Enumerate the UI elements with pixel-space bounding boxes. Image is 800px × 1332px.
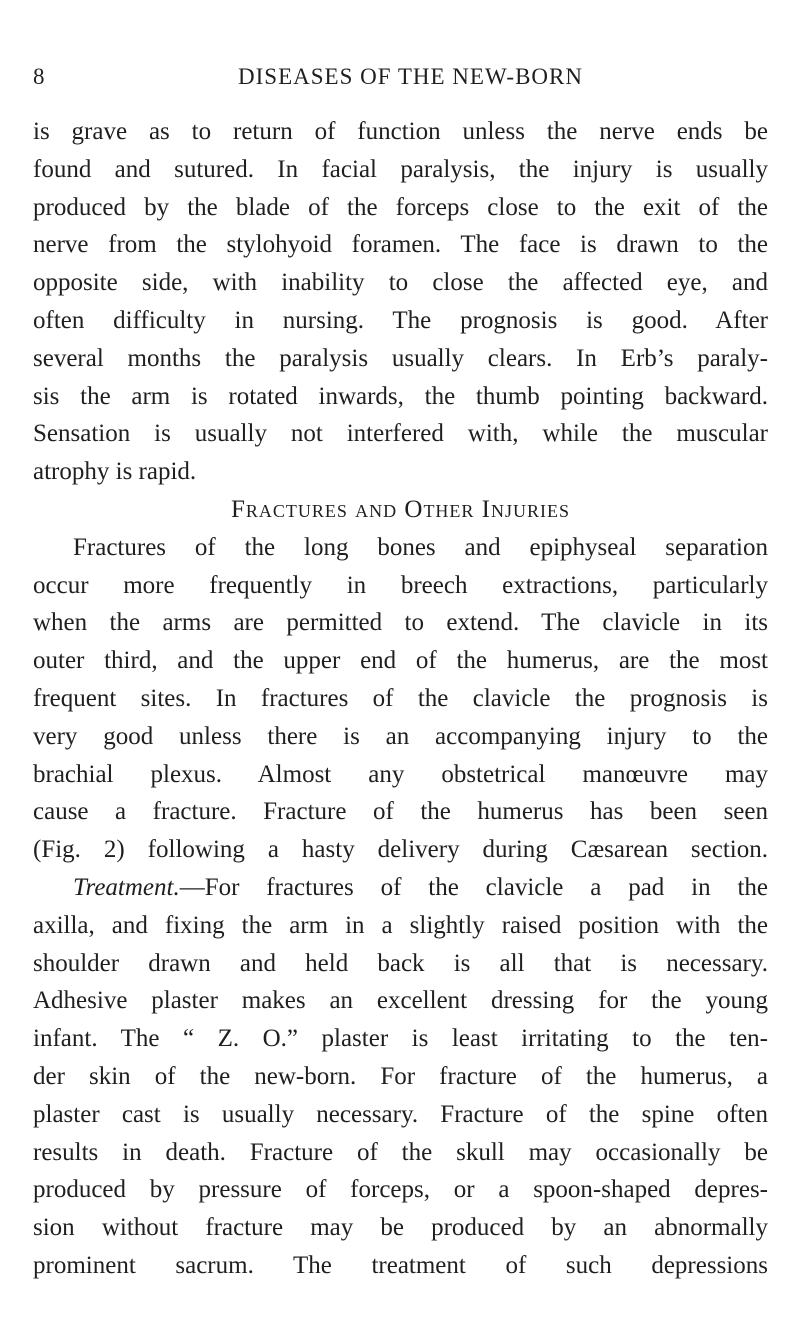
text-line: found and sutured. In facial paralysis, the injury is usually	[33, 155, 768, 183]
page-body	[33, 113, 768, 1285]
text-line: frequent sites. In fractures of the clavicle the prognosis is	[33, 684, 768, 712]
treatment-text: —For fractures of the clavicle a pad in the	[179, 873, 768, 901]
text-line: der skin of the new-born. For fracture of the humerus, a	[33, 1062, 768, 1090]
text-line: axilla, and fixing the arm in a slightly raised position with the	[33, 911, 768, 939]
text-line: infant. The “ Z. O.” plaster is least irritating to the ten-	[33, 1025, 768, 1053]
text-line: sion without fracture may be produced by an abnormally	[33, 1214, 768, 1242]
text-line: Sensation is usually not interfered with, while the muscular	[33, 420, 768, 448]
page-number: 8	[33, 64, 45, 89]
text-line: brachial plexus. Almost any obstetrical manœuvre may	[33, 760, 768, 788]
text-line: shoulder drawn and held back is all that is necessary.	[33, 949, 768, 977]
section-heading: Fractures and Other Injuries	[230, 495, 571, 523]
treatment-label: Treatment.	[73, 873, 180, 901]
text-line	[33, 869, 768, 907]
text-line: produced by pressure of forceps, or a spoon-shaped depres-	[33, 1176, 768, 1204]
text-line: Adhesive plaster makes an excellent dressing for the young	[33, 987, 768, 1015]
page-header	[33, 64, 768, 104]
text-line: opposite side, with inability to close the affected eye, and	[33, 269, 768, 297]
text-line: sis the arm is rotated inwards, the thumb pointing backward.	[33, 382, 768, 410]
text-line: often difficulty in nursing. The prognosis is good. After	[33, 306, 768, 334]
text-line: produced by the blade of the forceps close to the exit of the	[33, 193, 768, 221]
text-line: outer third, and the upper end of the humerus, are the most	[33, 647, 768, 675]
text-line: cause a fracture. Fracture of the humerus has been seen	[33, 798, 768, 826]
text-line: (Fig. 2) following a hasty delivery during Cæsarean section.	[33, 836, 768, 864]
text-line: several months the paralysis usually clears. In Erb’s paraly-	[33, 344, 768, 372]
text-line: prominent sacrum. The treatment of such depressions	[33, 1251, 768, 1279]
text-line: Fractures of the long bones and epiphyseal separation	[73, 533, 768, 561]
text-line: very good unless there is an accompanying injury to the	[33, 722, 768, 750]
text-line: nerve from the stylohyoid foramen. The face is drawn to the	[33, 231, 768, 259]
text-line: results in death. Fracture of the skull may occasionally be	[33, 1138, 768, 1166]
text-line: is grave as to return of function unless the nerve ends be	[33, 118, 768, 145]
text-line: atrophy is rapid.	[33, 458, 197, 486]
running-head: DISEASES OF THE NEW-BORN	[238, 64, 583, 89]
text-line: occur more frequently in breech extractions, particularly	[33, 571, 768, 599]
text-line: plaster cast is usually necessary. Fracture of the spine often	[33, 1100, 768, 1128]
text-line: when the arms are permitted to extend. The clavicle in its	[33, 609, 768, 637]
